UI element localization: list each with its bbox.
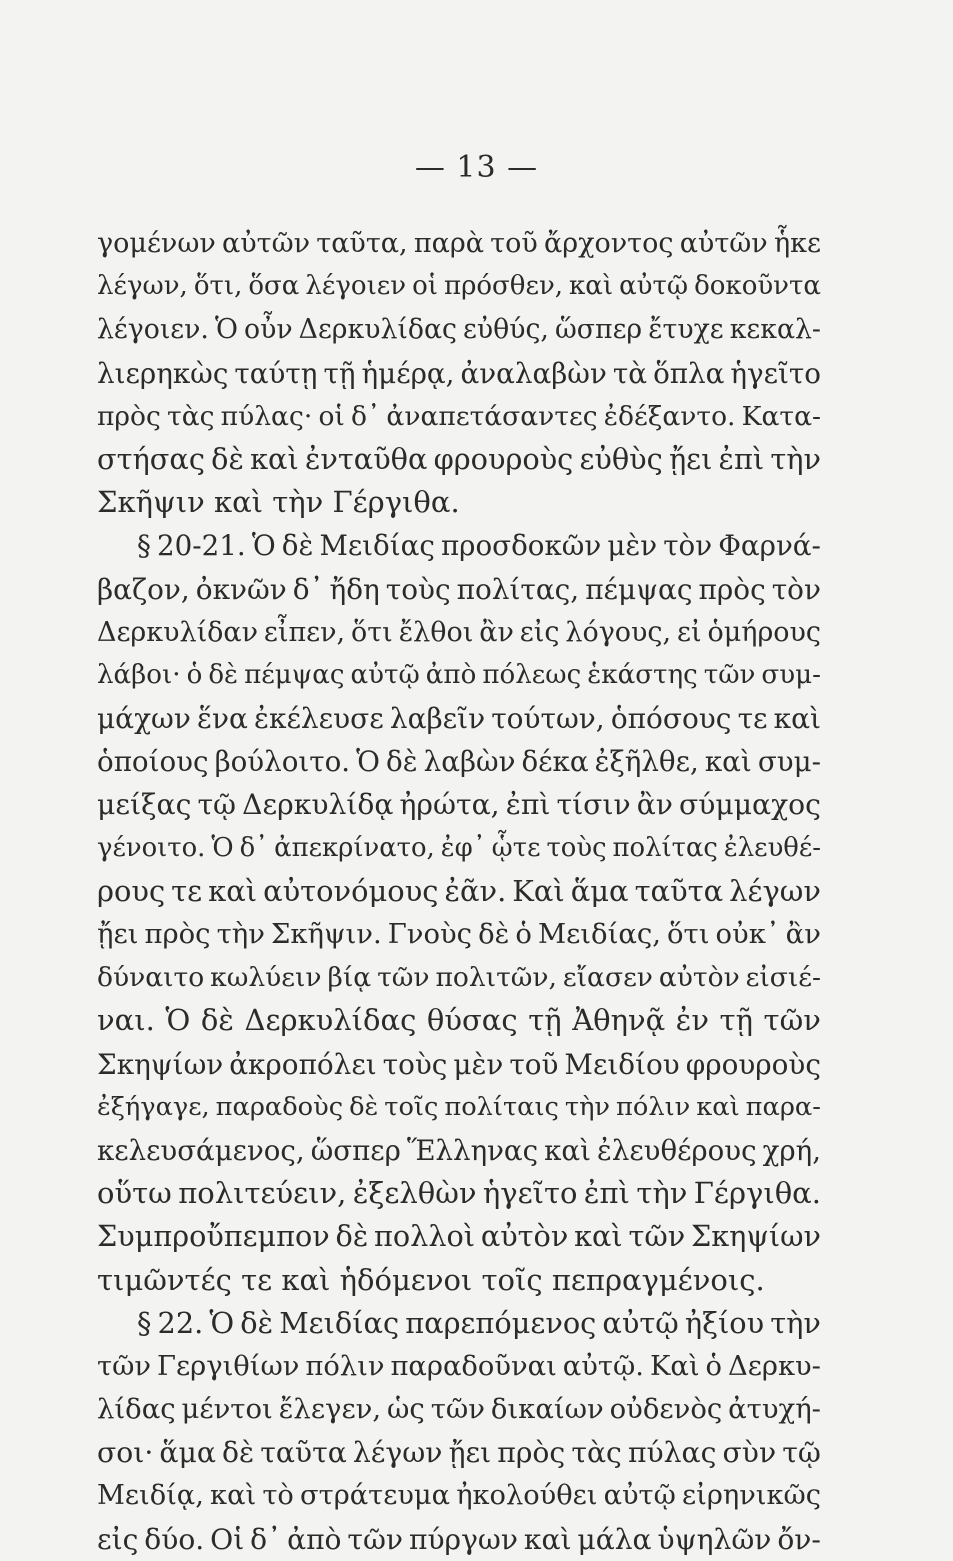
text-line: λιερηκὼς ταύτῃ τῇ ἡμέρᾳ, ἀναλαβὼν τὰ ὅπλα ἡγεῖτο [97,356,821,390]
text-line: τιμῶντές τε καὶ ἡδόμενοι τοῖς πεπραγμένοις. [97,1262,765,1297]
body-text [97,222,821,1561]
text-line: λάβοι· ὁ δὲ πέμψας αὐτῷ ἀπὸ πόλεως ἑκάστης τῶν συμ- [97,659,821,690]
text-line: ναι. Ὁ δὲ Δερκυλίδας θύσας τῇ Ἀθηνᾷ ἐν τῇ τῶν [97,1003,821,1038]
text-line: μάχων ἕνα ἐκέλευσε λαβεῖν τούτων, ὁπόσους τε καὶ [97,702,821,736]
text-line: ρους τε καὶ αὐτονόμους ἐᾶν. Καὶ ἅμα ταῦτα λέγων [97,873,821,908]
text-line: Σκῆψιν καὶ τὴν Γέργιθα. [97,485,460,520]
text-line: Μειδίᾳ, καὶ τὸ στράτευμα ἠκολούθει αὐτῷ εἰρηνικῶς [97,1480,821,1512]
text-line: οὕτω πολιτεύειν, ἐξελθὼν ἡγεῖτο ἐπὶ τὴν Γέργιθα. [97,1176,821,1211]
text-line: γένοιτο. Ὁ δ᾽ ἀπεκρίνατο, ἐφ᾽ ᾧτε τοὺς πολίτας ἐλευθέ- [97,832,821,863]
text-line: εἰς δύο. Οἱ δ᾽ ἀπὸ τῶν πύργων καὶ μάλα ὑψηλῶν ὄν- [97,1522,821,1556]
text-line: § 20-21. Ὁ δὲ Μειδίας προσδοκῶν μὲν τὸν Φαρνά- [137,529,821,563]
text-line: κελευσάμενος, ὥσπερ Ἕλληνας καὶ ἐλευθέρους χρή, [97,1133,821,1167]
text-line: βαζον, ὀκνῶν δ᾽ ἤδη τοὺς πολίτας, πέμψας πρὸς τὸν [97,572,821,606]
text-line: ᾔει πρὸς τὴν Σκῆψιν. Γνοὺς δὲ ὁ Μειδίας, ὅτι οὐκ᾽ ἂν [97,919,821,950]
text-line: στήσας δὲ καὶ ἐνταῦθα φρουροὺς εὐθὺς ᾔει ἐπὶ τὴν [97,441,821,476]
text-line: δύναιτο κωλύειν βίᾳ τῶν πολιτῶν, εἴασεν αὐτὸν εἰσιέ- [97,962,821,994]
text-line: Συμπροὔπεμπον δὲ πολλοὶ αὐτὸν καὶ τῶν Σκηψίων [97,1219,821,1254]
text-line: Δερκυλίδαν εἶπεν, ὅτι ἔλθοι ἂν εἰς λόγους, εἰ ὁμήρους [97,616,821,648]
page-number: — 13 — [414,150,539,185]
text-line: τῶν Γεργιθίων πόλιν παραδοῦναι αὐτῷ. Καὶ ὁ Δερκυ- [97,1350,821,1382]
text-line: γομένων αὐτῶν ταῦτα, παρὰ τοῦ ἄρχοντος αὐτῶν ἧκε [97,228,821,259]
text-line: λίδας μέντοι ἔλεγεν, ὡς τῶν δικαίων οὐδενὸς ἀτυχή- [97,1394,821,1426]
text-line: Σκηψίων ἀκροπόλει τοὺς μὲν τοῦ Μειδίου φρουροὺς [97,1047,821,1081]
text-line: § 22. Ὁ δὲ Μειδίας παρεπόμενος αὐτῷ ἠξίου τὴν [137,1305,821,1340]
text-line: λέγοιεν. Ὁ οὖν Δερκυλίδας εὐθύς, ὥσπερ ἔτυχε κεκαλ- [97,314,821,346]
text-line: ἐξήγαγε, παραδοὺς δὲ τοῖς πολίταις τὴν πόλιν καὶ παρα- [97,1091,821,1122]
text-line: σοι· ἅμα δὲ ταῦτα λέγων ᾔει πρὸς τὰς πύλας σὺν τῷ [97,1436,821,1470]
text-line: πρὸς τὰς πύλας· οἱ δ᾽ ἀναπετάσαντες ἐδέξαντο. Κατα- [97,400,821,432]
text-line: μείξας τῷ Δερκυλίδᾳ ἠρώτα, ἐπὶ τίσιν ἂν σύμμαχος [97,788,821,822]
text-line: λέγων, ὅτι, ὅσα λέγοιεν οἱ πρόσθεν, καὶ αὐτῷ δοκοῦντα [97,271,821,302]
text-line: ὁποίους βούλοιτο. Ὁ δὲ λαβὼν δέκα ἐξῆλθε, καὶ συμ- [97,745,821,779]
